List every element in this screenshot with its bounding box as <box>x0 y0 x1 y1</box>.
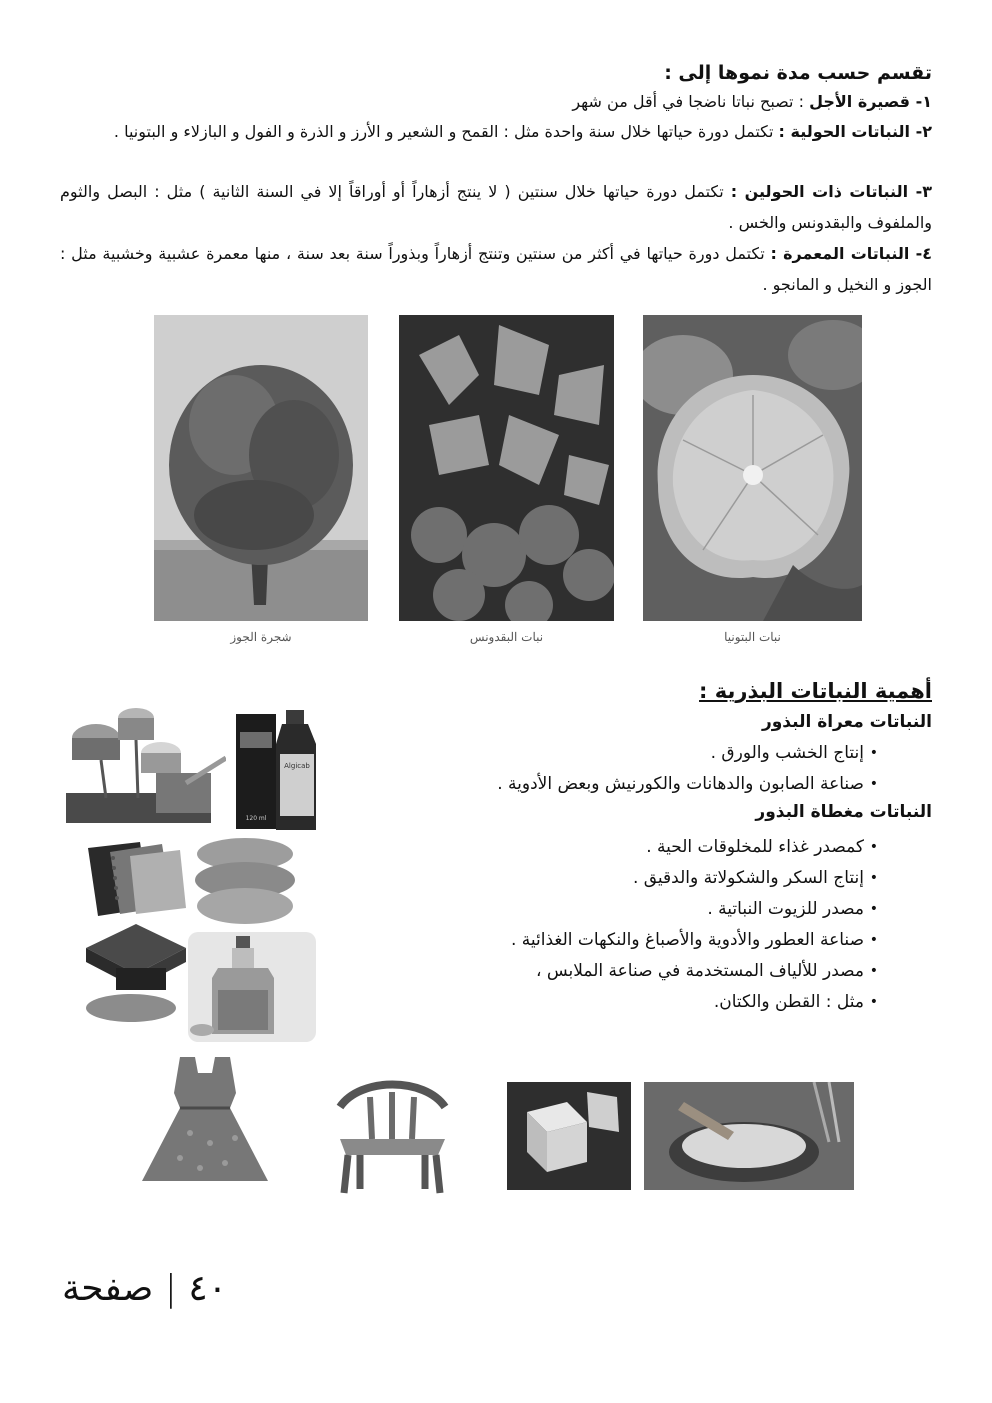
item-biennial <box>60 176 932 238</box>
item-short-life <box>62 89 932 115</box>
gymnosperms-title: النباتات معراة البذور <box>761 712 932 732</box>
caption-parsley: نبات البقدونس <box>469 630 544 644</box>
notebooks-image <box>80 838 188 920</box>
bullet: • <box>869 994 878 1010</box>
medicine-bottle-image <box>236 708 318 833</box>
angiosperms-list <box>412 832 932 1018</box>
item-text: : تصبح نباتا ناضجا في أقل من شهر <box>572 92 810 111</box>
importance-title: أهمية النباتات البذرية : <box>699 679 932 703</box>
angiosperms-title: النباتات مغطاة البذور <box>755 802 932 822</box>
list-item: • مثل : القطن والكتان. <box>412 987 932 1018</box>
growth-heading: تقسم حسب مدة نموها إلى : <box>664 62 932 84</box>
item-label: ٢- النباتات الحولية : <box>778 122 932 141</box>
gymnosperms-list <box>412 738 932 800</box>
page-footer <box>62 1268 262 1318</box>
bullet: • <box>869 745 878 761</box>
parsley-photo <box>399 315 614 621</box>
item-text: تكتمل دورة حياتها خلال سنتين ( لا ينتج أزهاراً أو أوراقاً إلا في السنة الثانية ) مثل : البصل والثوم والملفوف والبقدونس والخس . <box>60 182 932 232</box>
page-label: صفحة <box>62 1268 154 1309</box>
bullet: • <box>869 963 878 979</box>
item-label: ١- قصيرة الأجل <box>809 92 932 111</box>
walnut-tree-photo <box>154 315 368 621</box>
item-label: ٣- النباتات ذات الحولين : <box>730 182 932 201</box>
caption-walnut: شجرة الجوز <box>230 630 292 644</box>
list-item: • صناعة الصابون والدهانات والكورنيش وبعض الأدوية . <box>412 769 932 800</box>
paint-cans-image <box>66 698 226 833</box>
page-number: ٤٠ <box>188 1268 228 1309</box>
item-text: تكتمل دورة حياتها في أكثر من سنتين وتنتج أزهاراً وبذوراً سنة بعد سنة ، منها معمرة عشبية وخشبية مثل : الجوز و النخيل و المانجو . <box>60 244 932 294</box>
item-perennial <box>60 238 932 300</box>
dress-image <box>140 1053 270 1188</box>
flour-image <box>644 1082 854 1190</box>
item-label: ٤- النباتات المعمرة : <box>770 244 933 263</box>
list-item: • إنتاج السكر والشكولاتة والدقيق . <box>412 863 932 894</box>
list-item: • كمصدر غذاء للمخلوقات الحية . <box>412 832 932 863</box>
list-item: • صناعة العطور والأدوية والأصباغ والنكهات الغذائية . <box>412 925 932 956</box>
item-annual <box>60 116 932 147</box>
medicine-brand: Algicab <box>284 762 310 770</box>
bullet: • <box>869 776 878 792</box>
item-text: تكتمل دورة حياتها خلال سنة واحدة مثل : القمح و الشعير و الأرز و الذرة و الفول و البازلاء و البتونيا . <box>113 122 779 141</box>
chocolate-image <box>76 918 191 1024</box>
bullet: • <box>869 901 878 917</box>
sugar-cubes-image <box>507 1082 631 1190</box>
list-item: • مصدر للألياف المستخدمة في صناعة الملابس ، <box>412 956 932 987</box>
caption-petunia: نبات البتونيا <box>724 630 781 644</box>
oil-bottle-image <box>188 932 316 1042</box>
bullet: • <box>869 839 878 855</box>
list-item: • مصدر للزيوت النباتية . <box>412 894 932 925</box>
wooden-chair-image <box>330 1077 455 1197</box>
bullet: • <box>869 870 878 886</box>
petunia-photo <box>643 315 862 621</box>
bullet: • <box>869 932 878 948</box>
soap-bars-image <box>193 836 303 928</box>
list-item: • إنتاج الخشب والورق . <box>412 738 932 769</box>
medicine-volume: 120 ml <box>245 815 267 822</box>
footer-separator: | <box>164 1268 177 1309</box>
